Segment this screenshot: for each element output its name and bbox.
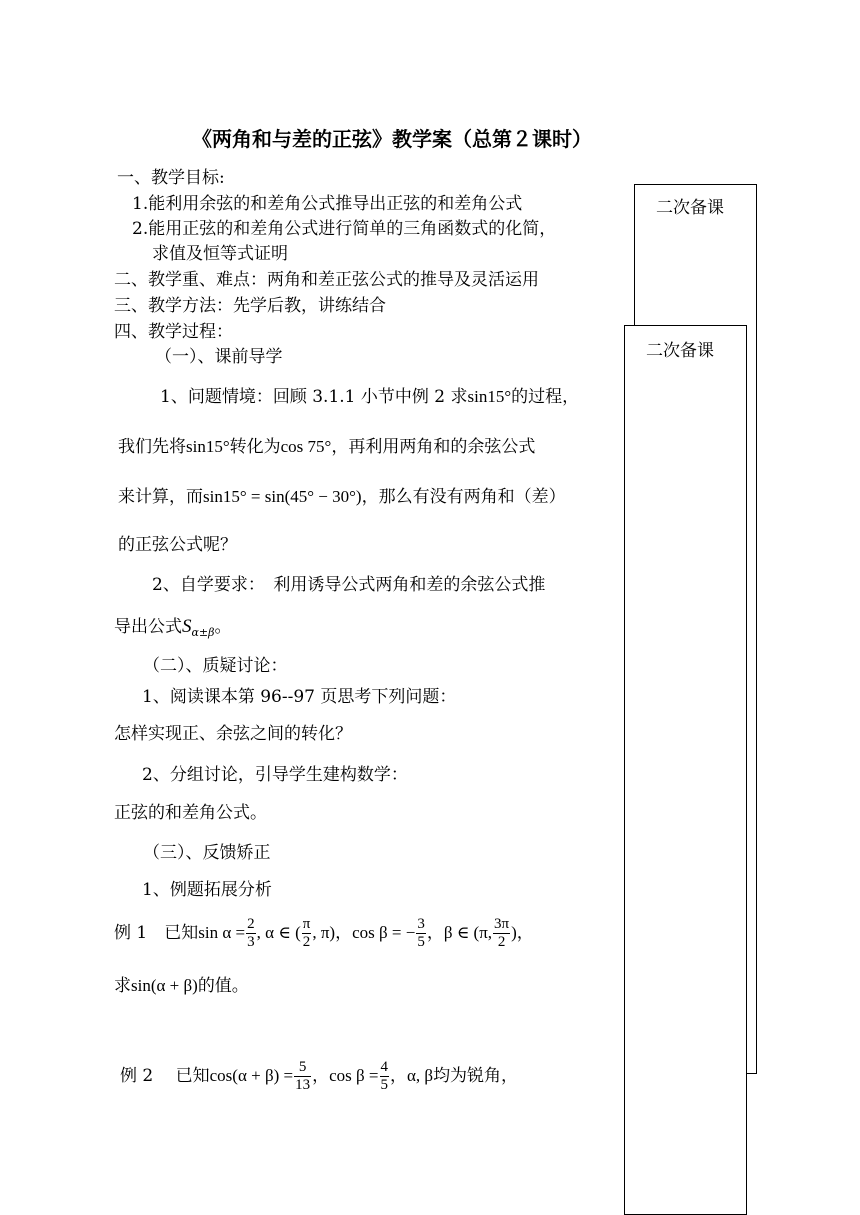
goal-1: 1.能利用余弦的和差角公式推导出正弦的和差角公式 xyxy=(132,194,523,214)
discussion-q1: 1、阅读课本第 96--97 页思考下列问题： xyxy=(142,687,457,707)
math-sin15: sin15° xyxy=(467,387,512,406)
example-1-line-2: 求sin(α + β)的值。 xyxy=(114,976,249,996)
second-prep-box-2 xyxy=(624,325,747,1215)
problem-line-2: 我们先将sin15°转化为cos 75°，再利用两角和的余弦公式 xyxy=(118,437,536,457)
second-prep-label-2: 二次备课 xyxy=(646,341,714,361)
goal-2-line2: 求值及恒等式证明 xyxy=(152,244,288,264)
pre-study-heading: （一）、课前导学 xyxy=(155,347,283,367)
process-heading: 四、教学过程： xyxy=(114,322,233,342)
feedback-heading: （三）、反馈矫正 xyxy=(143,843,271,863)
self-study-line-1: 2、自学要求： 利用诱导公式两角和差的余弦公式推 xyxy=(152,575,546,595)
discussion-q2: 2、分组讨论，引导学生建构数学： xyxy=(142,765,408,785)
discussion-heading: （二）、质疑讨论： xyxy=(143,656,288,676)
feedback-analysis: 1、例题拓展分析 xyxy=(142,880,272,900)
discussion-q1-text: 怎样实现正、余弦之间的转化？ xyxy=(114,724,352,744)
problem-line-1: 1、问题情境：回顾 3.1.1 小节中例 2 求sin15°的过程， xyxy=(160,387,580,407)
discussion-q2-text: 正弦的和差角公式。 xyxy=(114,803,267,823)
page-title: 《两角和与差的正弦》教学案（总第２课时） xyxy=(192,127,592,151)
example-1-line-1: 例 1 已知sin α = $\frac{2}{3}$ , α ∈ ( $\frac{\pi}{2}$ , π)，cos β = − $\frac{3}{5}$ ，β ∈ (π, $\frac{3\pi}{2}$ )， xyxy=(114,916,534,950)
second-prep-label-1: 二次备课 xyxy=(656,198,724,218)
self-study-line-2: 导出公式$S_{\alpha\pm\beta}$。 xyxy=(114,616,232,639)
key-points: 二、教学重、难点：两角和差正弦公式的推导及灵活运用 xyxy=(114,270,539,290)
methods: 三、教学方法：先学后教，讲练结合 xyxy=(114,296,386,316)
goals-heading: 一、教学目标: xyxy=(117,168,225,188)
example-2-line-1: 例 2 已知cos(α + β) = $\frac{5}{13}$ ，cos β = $\frac{4}{5}$ ，α, β均为锐角， xyxy=(120,1059,519,1093)
goal-2-line1: 2.能用正弦的和差角公式进行简单的三角函数式的化简， xyxy=(132,219,557,239)
problem-line-3: 来计算，而sin15° = sin(45° − 30°)，那么有没有两角和（差） xyxy=(118,487,566,507)
problem-line-4: 的正弦公式呢？ xyxy=(118,535,237,555)
